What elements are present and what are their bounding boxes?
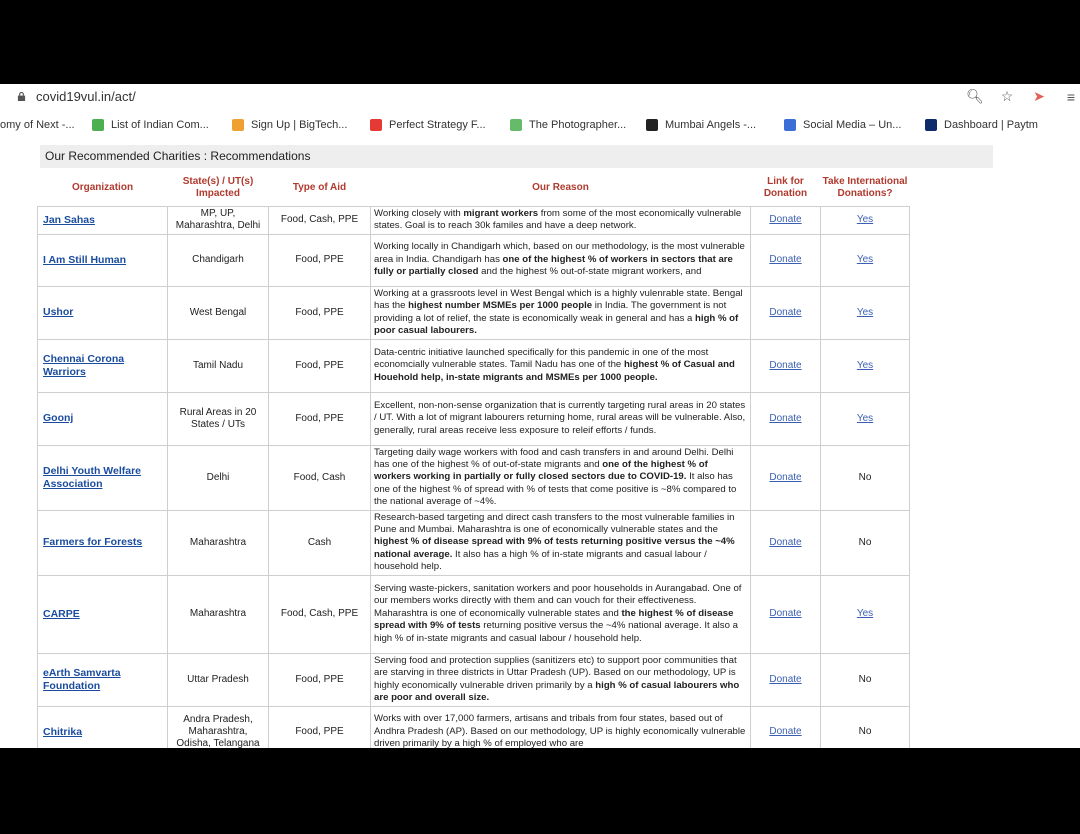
header-link: Link for Donation <box>763 175 808 199</box>
reason-text: high % of poor casual labourers. <box>374 312 739 336</box>
reason-cell <box>371 575 751 653</box>
states-cell: Maharashtra <box>168 510 269 575</box>
aid-cell: Food, PPE <box>269 339 371 392</box>
intl-link[interactable]: Yes <box>856 412 874 424</box>
address-bar-actions <box>966 88 1080 105</box>
intl-cell <box>821 575 910 653</box>
charities-table <box>37 170 910 748</box>
org-link[interactable]: Delhi Youth Welfare Association <box>43 464 142 490</box>
reason-text: returning positive versus the ~4% national average. It also a high % of in-state migrants and casual labour / household help. <box>374 620 738 644</box>
bookmark-item[interactable] <box>925 119 1038 131</box>
intl-link[interactable]: Yes <box>856 306 874 318</box>
intl-link[interactable]: Yes <box>856 254 874 265</box>
bookmark-label: Social Media – Un... <box>803 119 902 131</box>
aid-cell: Food, Cash, PPE <box>269 206 371 234</box>
donation-cell <box>751 653 821 706</box>
reason-text: Working closely with <box>374 207 464 219</box>
reason-text: Data-centric initiative launched specifically for this pandemic in one of the most economcially vulnerable states. Tamil Nadu has one of the <box>374 346 709 371</box>
org-cell <box>38 653 168 706</box>
photo-icon <box>510 119 522 131</box>
table-row <box>38 339 910 392</box>
states-cell: Uttar Pradesh <box>168 653 269 706</box>
star-icon[interactable]: ☆ <box>1000 88 1014 104</box>
intl-link[interactable]: Yes <box>856 359 874 371</box>
menu-icon[interactable]: ≡ <box>1066 88 1076 105</box>
donate-link[interactable]: Donate <box>769 536 802 548</box>
table-row <box>38 234 910 286</box>
header-states: State(s) / UT(s) Impacted <box>182 175 254 199</box>
org-cell <box>38 706 168 748</box>
reason-text: migrant workers <box>463 207 539 219</box>
reason-cell <box>371 206 751 234</box>
reason-text: Working locally in Chandigarh which, based on our methodology, is the most vulnerable area in India. Chandigarh has <box>374 241 745 265</box>
table-row <box>38 286 910 339</box>
donation-cell <box>751 339 821 392</box>
reason-text: It also has a high % of in-state migrants and casual labour / household help. <box>374 548 707 573</box>
aid-cell: Food, PPE <box>269 392 371 445</box>
org-link[interactable]: eArth Samvarta Foundation <box>43 666 121 692</box>
reason-text: Research-based targeting and direct cash transfers to the most vulnerable families in Pune and Mumbai. Maharashtra is one of economically vulnerable states and the <box>374 511 735 535</box>
aid-cell: Food, PPE <box>269 234 371 286</box>
org-link[interactable]: Chennai Corona Warriors <box>43 352 125 378</box>
reason-cell <box>371 510 751 575</box>
youtube-icon <box>370 119 382 131</box>
aid-cell: Food, PPE <box>269 286 371 339</box>
donate-link[interactable]: Donate <box>769 673 802 685</box>
reason-text: from some of the most economically vulnerable states. Goal is to reach 30k familes and have a deep network. <box>374 207 742 231</box>
donate-link[interactable]: Donate <box>769 306 802 318</box>
reason-cell <box>371 392 751 445</box>
reason-cell <box>371 653 751 706</box>
reason-text: Works with over 17,000 farmers, artisans and tribals from four states, based out of Andhra Pradesh (AP). Based on our methodology, UP is highly economically vulnerable driven primarily by a high % of employed who are <box>374 713 746 748</box>
reason-text: It also has one of the highest % of spread with % of tests that come positive is ~8% compared to the national average of ~4%. <box>374 471 737 508</box>
table-row <box>38 706 910 748</box>
bookmark-label: Perfect Strategy F... <box>389 119 486 131</box>
org-link[interactable]: Goonj <box>43 412 74 424</box>
donation-cell <box>751 706 821 748</box>
reason-text: in India. The government is not providing a lot of relief, the state is economically weak in general and has a <box>374 300 727 324</box>
header-aid: Type of Aid <box>292 181 347 193</box>
bookmarks-bar <box>0 114 1080 138</box>
org-link[interactable]: Ushor <box>43 306 74 318</box>
states-cell: Andra Pradesh, Maharashtra, Odisha, Telangana <box>168 706 269 748</box>
donation-cell <box>751 575 821 653</box>
reason-cell <box>371 706 751 748</box>
address-bar[interactable] <box>0 84 1080 110</box>
states-cell: Chandigarh <box>168 234 269 286</box>
table-row <box>38 445 910 510</box>
donation-cell <box>751 392 821 445</box>
states-cell: Delhi <box>168 445 269 510</box>
table-row <box>38 392 910 445</box>
reason-text: and the highest % out-of-state migrant workers, and <box>478 266 702 278</box>
intl-link[interactable]: Yes <box>856 608 874 620</box>
reason-cell <box>371 286 751 339</box>
browser-window <box>0 84 1080 748</box>
intl-cell <box>821 392 910 445</box>
intl-link[interactable]: Yes <box>856 214 874 225</box>
zoom-icon[interactable]: 🔍︎ <box>966 88 984 104</box>
paytm-icon <box>925 119 937 131</box>
header-intl: Take International Donations? <box>822 175 908 199</box>
org-link[interactable]: I Am Still Human <box>43 253 127 266</box>
reason-text: one of the highest % of workers in sectors that are fully or partially closed <box>374 253 733 278</box>
org-link[interactable]: Chitrika <box>43 725 83 738</box>
donate-link[interactable]: Donate <box>769 412 802 424</box>
intl-cell <box>821 286 910 339</box>
org-cell <box>38 286 168 339</box>
reason-text: one of the highest % of workers working in partially or fully closed sectors due to COVID-19. <box>374 458 708 483</box>
donate-link[interactable]: Donate <box>769 254 802 265</box>
donate-link[interactable]: Donate <box>769 608 802 620</box>
org-link[interactable]: Farmers for Forests <box>43 536 143 549</box>
table-row <box>38 206 910 234</box>
lock-icon <box>17 92 26 101</box>
bookmark-label: Mumbai Angels -... <box>665 119 757 131</box>
bookmark-item[interactable] <box>0 119 75 131</box>
org-cell <box>38 392 168 445</box>
reason-text: high % of casual labourers who are poor and overall size. <box>374 679 740 703</box>
reason-cell <box>371 339 751 392</box>
document-icon <box>92 119 104 131</box>
intl-cell: No <box>821 445 910 510</box>
org-cell <box>38 339 168 392</box>
table-row <box>38 510 910 575</box>
org-link[interactable]: CARPE <box>43 607 80 620</box>
intl-cell: No <box>821 653 910 706</box>
donation-cell <box>751 286 821 339</box>
bookmark-item[interactable] <box>784 119 901 131</box>
reason-text: Excellent, non-non-sense organization that is currently targeting rural areas in 20 states / UT. With a lot of migrant labourers returning home, rural areas will be vulnerable. Also, generally, rural areas receive less exposure to releif efforts / funds. <box>374 399 746 436</box>
donate-link[interactable]: Donate <box>769 214 802 225</box>
reason-text: Working at a grassroots level in West Bengal which is a highly vulenrable state. Bengal has the <box>374 287 743 312</box>
org-cell <box>38 575 168 653</box>
bookmark-label: Dashboard | Paytm <box>944 119 1038 131</box>
reason-text: highest number MSMEs per 1000 people <box>408 300 593 312</box>
reason-text: the highest % of disease spread with 9% of tests <box>374 607 734 632</box>
bookmark-label: Sign Up | BigTech... <box>251 119 348 131</box>
org-cell <box>38 234 168 286</box>
intl-cell: No <box>821 510 910 575</box>
reason-text: Serving food and protection supplies (sanitizers etc) to support poor communities that are starving in three districts in Uttar Pradesh (UP). Based on our methodology, UP is highly economically vulnerable driven primarily by a <box>374 654 737 691</box>
aid-cell: Food, Cash, PPE <box>269 575 371 653</box>
table-row <box>38 575 910 653</box>
bookmark-label: The Photographer... <box>529 119 627 131</box>
table-row <box>38 653 910 706</box>
bookmark-item[interactable] <box>370 119 486 131</box>
donation-cell <box>751 206 821 234</box>
header-reason: Our Reason <box>532 181 589 193</box>
bigtech-icon <box>232 119 244 131</box>
reason-text: highest % of disease spread with 9% of tests returning positive versus the ~4% national average. <box>374 536 735 560</box>
reason-cell <box>371 234 751 286</box>
states-cell: Maharashtra <box>168 575 269 653</box>
states-cell: Rural Areas in 20 States / UTs <box>168 392 269 445</box>
bookmark-label: List of Indian Com... <box>111 119 209 131</box>
org-cell <box>38 445 168 510</box>
bookmark-item[interactable] <box>92 119 209 131</box>
reason-text: highest % of Casual and Houehold help, in-state migrants and MSMEs per 1000 people. <box>374 359 735 383</box>
bookmark-item[interactable] <box>232 119 347 131</box>
intl-cell <box>821 339 910 392</box>
section-title: Our Recommended Charities : Recommendations <box>40 145 993 168</box>
states-cell: Tamil Nadu <box>168 339 269 392</box>
donate-link[interactable]: Donate <box>769 471 802 483</box>
reason-cell <box>371 445 751 510</box>
org-link[interactable]: Jan Sahas <box>43 213 95 226</box>
donation-cell <box>751 445 821 510</box>
aid-cell: Food, PPE <box>269 653 371 706</box>
aid-cell: Food, PPE <box>269 706 371 748</box>
donate-link[interactable]: Donate <box>769 726 802 738</box>
extension-icon[interactable]: ➤ <box>1033 88 1045 104</box>
intl-cell <box>821 234 910 286</box>
header-organization: Organization <box>71 181 134 193</box>
states-cell: West Bengal <box>168 286 269 339</box>
aid-cell: Food, Cash <box>269 445 371 510</box>
states-cell: MP, UP, Maharashtra, Delhi <box>168 206 269 234</box>
aid-cell: Cash <box>269 510 371 575</box>
intl-cell <box>821 206 910 234</box>
org-cell <box>38 206 168 234</box>
donation-cell <box>751 234 821 286</box>
reason-text: Serving waste-pickers, sanitation workers and poor households in Aurangabad. One of our members works directly with them and can vouch for their effectiveness. Maharashtra is one of economically vulnerable states and <box>374 583 742 619</box>
social-icon <box>784 119 796 131</box>
bookmark-label: omy of Next -... <box>0 119 75 131</box>
mumbai-angels-icon <box>646 119 658 131</box>
donation-cell <box>751 510 821 575</box>
bookmark-item[interactable] <box>646 119 756 131</box>
donate-link[interactable]: Donate <box>769 359 802 371</box>
intl-cell: No <box>821 706 910 748</box>
org-cell <box>38 510 168 575</box>
bookmark-item[interactable] <box>510 119 626 131</box>
reason-text: Targeting daily wage workers with food and cash transfers in and around Delhi. Delhi has one of the highest % of out-of-state migrants and <box>374 446 734 470</box>
url-text[interactable]: covid19vul.in/act/ <box>36 89 136 104</box>
